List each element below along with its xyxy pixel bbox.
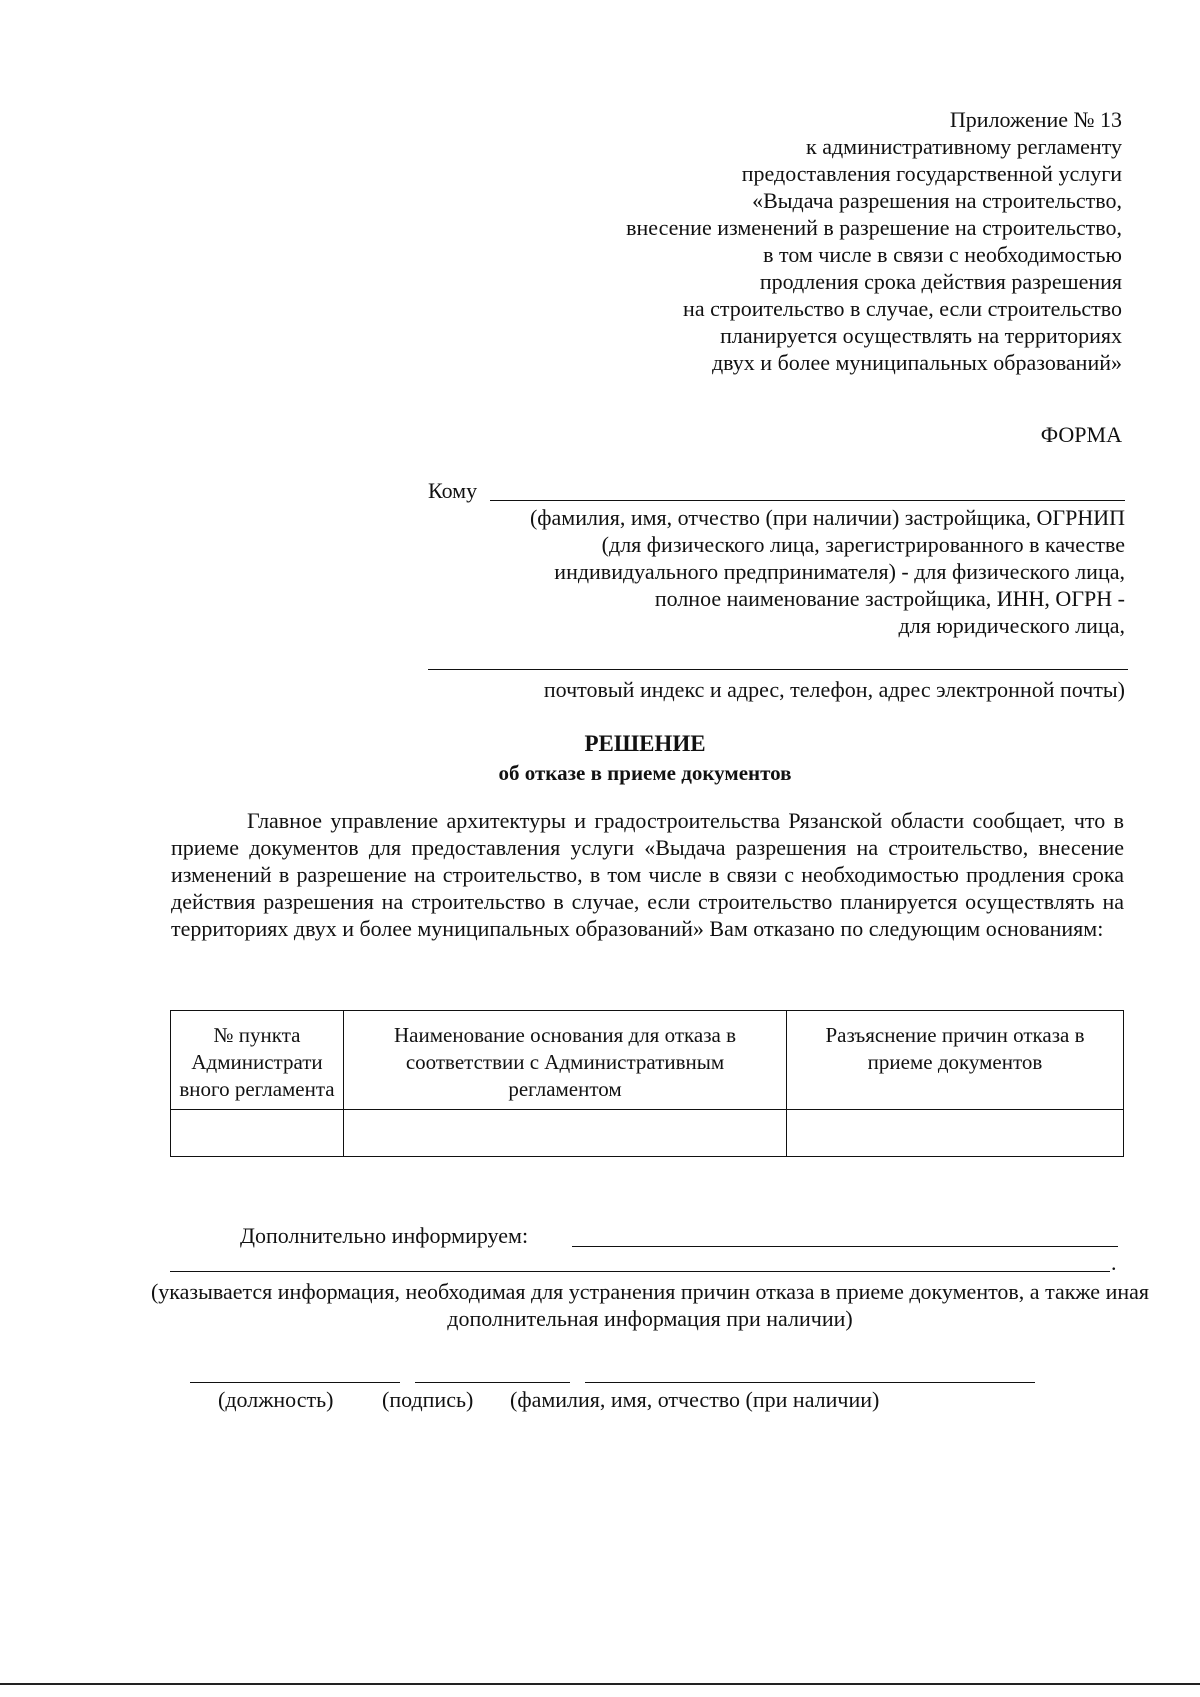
position-label: (должность) xyxy=(218,1387,334,1412)
form-label: ФОРМА xyxy=(1040,422,1122,447)
appendix-header-line: к административному регламенту xyxy=(806,134,1122,159)
additional-info-fill-line xyxy=(170,1271,1110,1272)
address-hint: почтовый индекс и адрес, телефон, адрес электронной почты) xyxy=(543,677,1125,702)
refusal-grounds-table xyxy=(170,1010,1124,1157)
appendix-header-line: продления срока действия разрешения xyxy=(759,269,1122,294)
recipient-hint-line: индивидуального предпринимателя) - для физического лица, xyxy=(554,559,1125,584)
decision-body-text: Главное управление архитектуры и градостроительства Рязанской области сообщает, что в приеме документов для предоставления услуги «Выдача разрешения на строительство, внесение изменений в разрешение на строительство, в том числе в связи с необходимостью продления срока действия разрешения на строительство в случае, если строительство планируется осуществлять на территориях двух и более муниципальных образований» Вам отказано по следующим основаниям: xyxy=(171,808,1124,941)
appendix-header-line: в том числе в связи с необходимостью xyxy=(763,242,1122,267)
appendix-header-line: «Выдача разрешения на строительство, xyxy=(752,188,1122,213)
appendix-header xyxy=(422,106,1122,376)
recipient-label: Кому xyxy=(428,478,478,503)
additional-info-fill-line xyxy=(572,1246,1118,1247)
appendix-header-line: на строительство в случае, если строительство xyxy=(683,296,1122,321)
signature-fill-line xyxy=(415,1382,570,1383)
position-fill-line xyxy=(190,1382,400,1383)
appendix-header-line: планируется осуществлять на территориях xyxy=(720,323,1122,348)
decision-body xyxy=(171,807,1124,942)
table-header-row xyxy=(171,1011,1124,1110)
recipient-hint xyxy=(425,504,1125,639)
table-header-cell: № пункта Администрати вного регламента xyxy=(171,1011,344,1110)
table-header-cell: Разъяснение причин отказа в приеме документов xyxy=(787,1011,1124,1110)
page-bottom-border xyxy=(0,1683,1200,1685)
decision-subtitle: об отказе в приеме документов xyxy=(498,761,792,785)
recipient-hint-line: для юридического лица, xyxy=(898,613,1125,638)
table-cell[interactable] xyxy=(171,1110,344,1157)
recipient-hint-line: полное наименование застройщика, ИНН, ОГРН - xyxy=(654,586,1125,611)
recipient-hint-line: (для физического лица, зарегистрированного в качестве xyxy=(601,532,1125,557)
additional-info-hint: (указывается информация, необходимая для устранения причин отказа в приеме документов, а также иная дополнительная информация при наличии) xyxy=(150,1279,1150,1331)
table-row xyxy=(171,1110,1124,1157)
table-header-cell: Наименование основания для отказа в соответствии с Административным регламентом xyxy=(344,1011,787,1110)
additional-info-end-mark: . xyxy=(1111,1250,1117,1275)
appendix-header-line: внесение изменений в разрешение на строительство, xyxy=(626,215,1122,240)
table-cell[interactable] xyxy=(787,1110,1124,1157)
name-fill-line xyxy=(585,1382,1035,1383)
appendix-header-line: Приложение № 13 xyxy=(949,107,1122,132)
decision-title: РЕШЕНИЕ xyxy=(584,731,706,756)
signature-label: (подпись) xyxy=(382,1387,474,1412)
address-fill-line xyxy=(428,669,1128,670)
additional-info-label: Дополнительно информируем: xyxy=(240,1223,529,1248)
table-cell[interactable] xyxy=(344,1110,787,1157)
appendix-header-line: предоставления государственной услуги xyxy=(741,161,1122,186)
recipient-fill-line xyxy=(490,500,1125,501)
full-name-label: (фамилия, имя, отчество (при наличии) xyxy=(510,1387,880,1412)
appendix-header-line: двух и более муниципальных образований» xyxy=(711,350,1122,375)
recipient-hint-line: (фамилия, имя, отчество (при наличии) застройщика, ОГРНИП xyxy=(529,505,1125,530)
